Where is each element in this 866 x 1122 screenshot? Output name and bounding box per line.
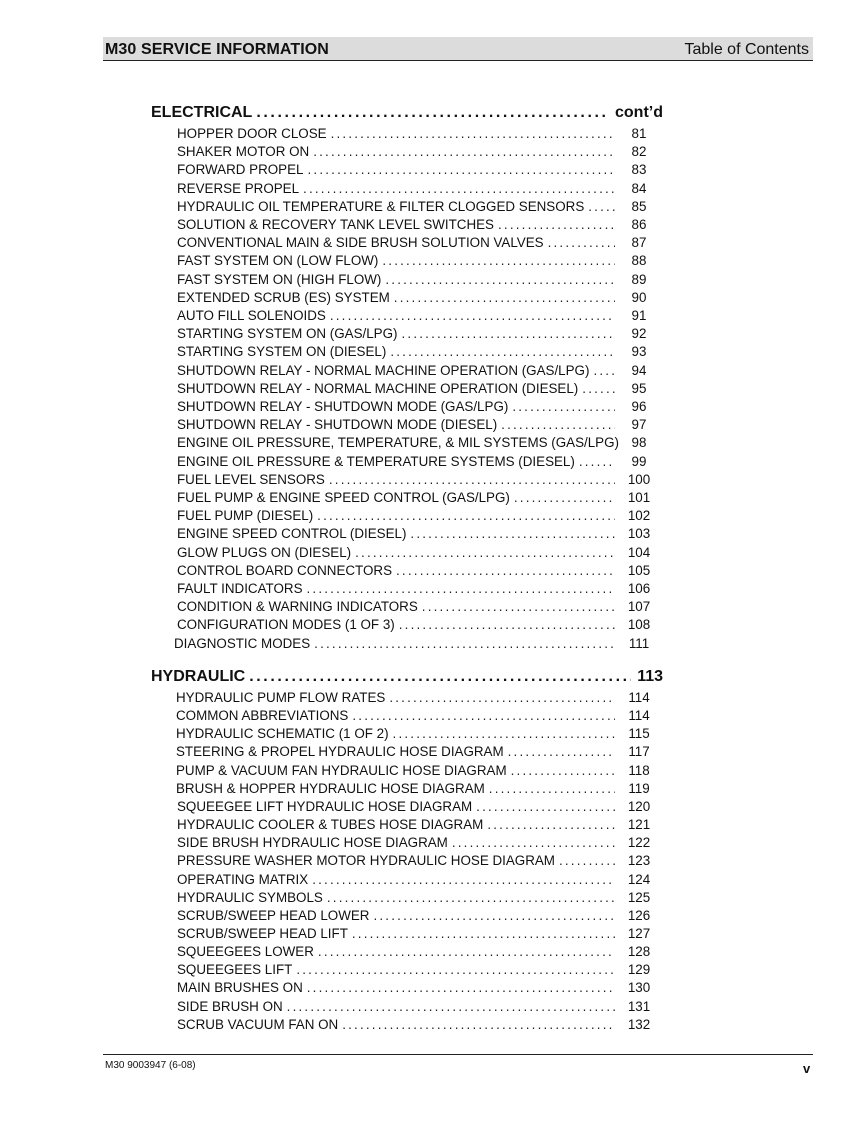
toc-entry-page: 129 [627,962,651,978]
toc-entry-label: CONFIGURATION MODES (1 OF 3) [177,617,395,633]
dot-leader [312,871,615,889]
toc-entry-label: SQUEEGEES LOWER [177,944,314,960]
toc-entry[interactable] [177,234,659,252]
toc-entry-label: SOLUTION & RECOVERY TANK LEVEL SWITCHES [177,217,494,232]
toc-entry[interactable] [177,525,659,543]
toc-entry-page: 91 [631,308,647,323]
toc-entry-page: 95 [631,380,647,396]
toc-section-electrical[interactable] [151,104,663,124]
toc-section-hydraulic[interactable] [151,668,663,688]
toc-entry-label: BRUSH & HOPPER HYDRAULIC HOSE DIAGRAM [176,780,485,796]
toc-entry-page: 126 [627,907,651,923]
dot-leader [307,979,615,997]
toc-entry-page: 111 [628,635,650,651]
dot-leader [352,925,615,943]
toc-entry[interactable] [177,816,659,834]
dot-leader [559,852,615,870]
dot-leader [313,143,615,161]
toc-entry-page: 86 [631,217,647,232]
toc-entry[interactable] [177,252,659,270]
section-heading: HYDRAULIC [151,668,246,685]
toc-entry[interactable] [177,979,659,997]
toc-entry[interactable] [177,889,659,907]
section-heading: ELECTRICAL [151,104,253,121]
dot-leader [399,616,615,634]
toc-entry[interactable] [177,471,659,489]
toc-entry[interactable] [177,380,659,398]
toc-entry[interactable] [177,907,659,925]
toc-entry-page: 122 [627,835,651,851]
toc-entry[interactable] [177,580,659,598]
toc-entry-page: 105 [627,562,651,578]
dot-leader [487,816,615,834]
toc-entry[interactable] [177,562,659,580]
toc-entry-label: SHUTDOWN RELAY - NORMAL MACHINE OPERATION (GAS/LPG) [177,362,590,378]
toc-entry-page: 127 [627,925,651,941]
toc-entry-label: SHAKER MOTOR ON [177,144,310,160]
toc-entry[interactable] [177,198,659,216]
toc-entry-label: FUEL LEVEL SENSORS [177,471,325,487]
toc-entry[interactable] [177,325,659,343]
toc-entry[interactable] [177,216,659,234]
toc-entry-page: 103 [627,526,651,542]
toc-entry-label: FUEL PUMP & ENGINE SPEED CONTROL (GAS/LPG) [177,490,510,505]
toc-entry-page: 130 [627,980,651,996]
dot-leader [501,416,615,434]
toc-entry-label: HYDRAULIC OIL TEMPERATURE & FILTER CLOGGED SENSORS [177,198,585,214]
toc-entry[interactable] [176,762,659,780]
toc-entry-label: EXTENDED SCRUB (ES) SYSTEM [177,289,390,305]
dot-leader [422,598,615,616]
toc-entry-page: 114 [628,690,650,705]
toc-entry-page: 89 [631,271,647,287]
toc-entry-page: 81 [631,126,647,141]
toc-entry[interactable] [177,180,659,198]
toc-entry-page: 106 [627,581,651,596]
dot-leader [330,307,615,325]
toc-entry-label: OPERATING MATRIX [177,871,309,887]
dot-leader [452,834,615,852]
dot-leader [317,507,615,525]
toc-entry-label: DIAGNOSTIC MODES [174,635,311,651]
dot-leader [249,668,631,686]
toc-entry-page: 94 [631,362,647,378]
toc-entry[interactable] [177,852,659,870]
toc-entry-page: 98 [631,435,647,451]
toc-entry-label: HYDRAULIC PUMP FLOW RATES [176,690,386,705]
toc-entry[interactable] [177,307,659,325]
toc-entry-page: 118 [628,762,650,778]
dot-leader [373,907,615,925]
document-title: M30 SERVICE INFORMATION [105,41,329,58]
toc-entry-label: SHUTDOWN RELAY - SHUTDOWN MODE (DIESEL) [177,417,498,433]
dot-leader [548,234,615,252]
toc-entry-page: 108 [627,617,651,633]
toc-entry-page: 99 [631,453,647,469]
toc-entry[interactable] [177,598,659,616]
toc-entry-page: 107 [627,599,651,615]
toc-entry-page: 92 [631,326,647,342]
toc-entry[interactable] [177,453,659,471]
toc-entry[interactable] [177,398,659,416]
toc-entry-page: 125 [627,889,651,905]
section-page: 113 [637,668,663,685]
dot-leader [401,325,615,343]
dot-leader [593,362,615,380]
dot-leader [498,216,615,234]
toc-entry[interactable] [177,271,659,289]
page-number: v [803,1061,811,1076]
toc-entry-page: 101 [627,490,651,505]
toc-entry-label: MAIN BRUSHES ON [177,980,303,996]
toc-entry[interactable] [177,362,659,380]
toc-entry-label: FUEL PUMP (DIESEL) [177,508,314,524]
toc-entry-page: 132 [627,1016,651,1032]
section-title: Table of Contents [684,41,809,58]
dot-leader [512,398,615,416]
toc-entry[interactable] [177,434,659,452]
toc-entry-page: 123 [627,853,651,869]
toc-entry-label: HOPPER DOOR CLOSE [177,126,327,141]
toc-entry-label: COMMON ABBREVIATIONS [176,708,349,724]
toc-entry-label: HYDRAULIC SCHEMATIC (1 OF 2) [176,726,389,742]
toc-entry[interactable] [176,689,659,707]
toc-entry-page: 88 [631,253,647,269]
toc-entry-label: CONDITION & WARNING INDICATORS [177,599,418,615]
dot-leader [394,289,615,307]
toc-entry-page: 90 [631,289,647,305]
toc-entry[interactable] [177,125,659,143]
toc-entry-label: SQUEEGEE LIFT HYDRAULIC HOSE DIAGRAM [177,798,473,814]
dot-leader [331,125,615,143]
toc-entry-label: FAULT INDICATORS [177,581,303,596]
toc-entry[interactable] [177,616,659,634]
toc-entry[interactable] [177,961,659,979]
toc-entry-page: 100 [627,471,651,487]
toc-entry-page: 96 [631,399,647,414]
toc-entry-page: 120 [627,798,651,814]
toc-entry[interactable] [177,489,659,507]
dot-leader [308,161,616,179]
dot-leader [307,580,616,598]
toc-entry-label: SHUTDOWN RELAY - NORMAL MACHINE OPERATION (DIESEL) [177,380,579,396]
toc-entry-page: 93 [631,344,647,360]
toc-entry[interactable] [176,707,659,725]
dot-leader [476,798,615,816]
dot-leader [508,743,615,761]
toc-entry-page: 84 [631,180,647,196]
toc-entry-label: SCRUB VACUUM FAN ON [177,1016,339,1032]
toc-entry[interactable] [177,161,659,179]
dot-leader [393,725,615,743]
toc-entry-label: FAST SYSTEM ON (LOW FLOW) [177,253,379,269]
toc-entry-page: 119 [628,780,650,796]
toc-entry-label: PRESSURE WASHER MOTOR HYDRAULIC HOSE DIAGRAM [177,853,555,869]
toc-entry-page: 97 [631,417,647,433]
toc-entry-label: HYDRAULIC COOLER & TUBES HOSE DIAGRAM [177,817,484,833]
toc-entry-label: SIDE BRUSH ON [177,998,283,1014]
toc-entry-label: AUTO FILL SOLENOIDS [177,308,326,323]
toc-entry-label: FORWARD PROPEL [177,162,304,178]
toc-entry-label: CONTROL BOARD CONNECTORS [177,562,393,578]
toc-entry[interactable] [177,798,659,816]
toc-entry-label: STARTING SYSTEM ON (GAS/LPG) [177,326,398,342]
toc-entry-page: 131 [627,998,651,1014]
dot-leader [396,562,615,580]
toc-entry-label: SCRUB/SWEEP HEAD LIFT [177,925,348,941]
dot-leader [296,961,615,979]
dot-leader [342,1016,615,1034]
toc-entry-page: 115 [628,726,650,742]
toc-entry-label: STARTING SYSTEM ON (DIESEL) [177,344,387,360]
dot-leader [511,762,615,780]
toc-entry-page: 83 [631,162,647,178]
toc-entry[interactable] [177,343,659,361]
toc-entry-page: 124 [627,871,651,887]
toc-entry[interactable] [176,725,659,743]
toc-entry-page: 114 [628,708,650,724]
toc-entry-page: 128 [627,944,651,960]
toc-entry-label: REVERSE PROPEL [177,180,300,196]
dot-leader [329,471,615,489]
dot-leader [314,635,615,653]
toc-entry-label: STEERING & PROPEL HYDRAULIC HOSE DIAGRAM [176,744,504,760]
toc-entry[interactable] [177,544,659,562]
toc-entry-page: 87 [631,235,647,251]
toc-entry-page: 117 [628,744,650,760]
dot-leader [256,104,609,122]
toc-entry[interactable] [176,743,659,761]
toc-entry-label: GLOW PLUGS ON (DIESEL) [177,544,352,560]
dot-leader [514,489,615,507]
toc-entry[interactable] [177,871,659,889]
toc-entry[interactable] [177,834,659,852]
toc-entry-label: PUMP & VACUUM FAN HYDRAULIC HOSE DIAGRAM [176,762,507,778]
toc-entry[interactable] [177,416,659,434]
dot-leader [382,252,615,270]
toc-entry-label: ENGINE SPEED CONTROL (DIESEL) [177,526,407,542]
dot-leader [582,380,615,398]
dot-leader [352,707,615,725]
dot-leader [327,889,615,907]
toc-entry-label: SHUTDOWN RELAY - SHUTDOWN MODE (GAS/LPG) [177,399,509,414]
dot-leader [318,943,615,961]
dot-leader [287,998,615,1016]
toc-entry[interactable] [177,289,659,307]
dot-leader [355,544,615,562]
toc-entry-label: SQUEEGEES LIFT [177,962,293,978]
toc-entry-label: SIDE BRUSH HYDRAULIC HOSE DIAGRAM [177,835,448,851]
toc-entry-label: SCRUB/SWEEP HEAD LOWER [177,907,370,923]
toc-entry-page: 85 [631,198,647,214]
toc-entry-label: HYDRAULIC SYMBOLS [177,889,323,905]
toc-entry-page: 121 [627,817,651,833]
toc-entry-page: 82 [631,144,647,160]
toc-entry-page: 104 [627,544,651,560]
toc-entry-label: ENGINE OIL PRESSURE & TEMPERATURE SYSTEMS (DIESEL) [177,453,575,469]
toc-entry-label: CONVENTIONAL MAIN & SIDE BRUSH SOLUTION VALVES [177,235,544,251]
footer-rule [103,1054,813,1055]
toc-entry-label: ENGINE OIL PRESSURE, TEMPERATURE, & MIL SYSTEMS (GAS/LPG) [177,435,619,451]
dot-leader [385,271,615,289]
toc-entry[interactable] [176,780,659,798]
toc-entry[interactable] [177,925,659,943]
toc-entry[interactable] [177,943,659,961]
dot-leader [389,689,615,707]
toc-entry[interactable] [177,143,659,161]
dot-leader [579,453,615,471]
document-id: M30 9003947 (6-08) [105,1060,196,1071]
toc-entry[interactable] [174,635,659,653]
toc-entry-page: 102 [627,508,651,524]
dot-leader [489,780,615,798]
dot-leader [303,180,615,198]
toc-entry[interactable] [177,998,659,1016]
dot-leader [588,198,615,216]
toc-entry[interactable] [177,1016,659,1034]
dot-leader [390,343,615,361]
section-page: cont’d [615,104,663,121]
dot-leader [410,525,615,543]
page-header [103,37,813,61]
toc-entry-label: FAST SYSTEM ON (HIGH FLOW) [177,271,382,287]
toc-entry[interactable] [177,507,659,525]
